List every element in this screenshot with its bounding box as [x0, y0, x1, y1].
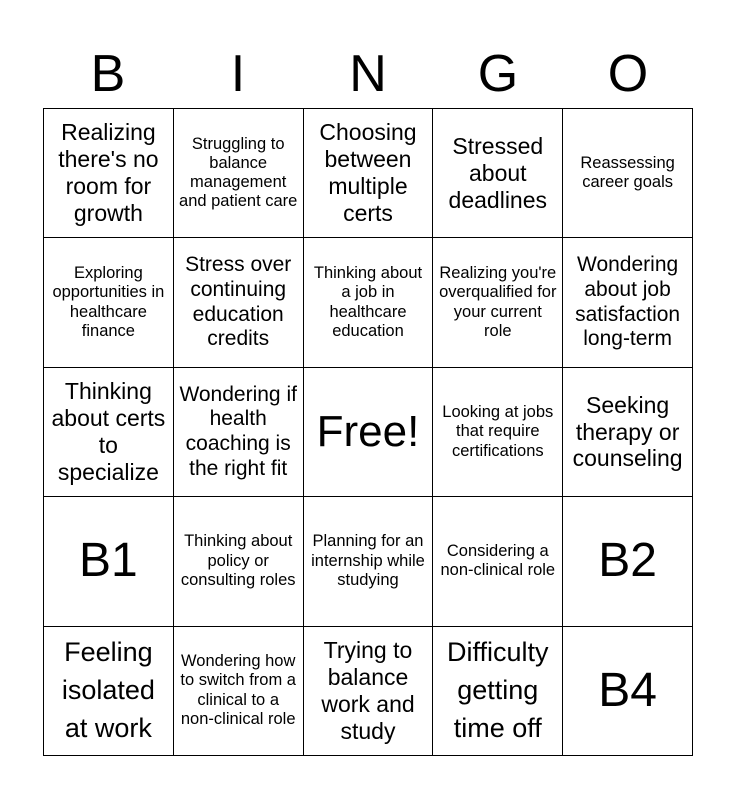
bingo-cell[interactable]: Feeling isolated at work	[44, 627, 174, 756]
bingo-header	[43, 40, 693, 108]
bingo-cell[interactable]: Realizing there's no room for growth	[44, 109, 174, 238]
header-letter-b: B	[90, 45, 126, 103]
bingo-cell[interactable]: Stress over continuing education credits	[174, 238, 304, 367]
header-letter-g: G	[477, 45, 519, 103]
header-letter-o: O	[607, 45, 649, 103]
bingo-cell[interactable]: Realizing you're overqualified for your current role	[433, 238, 563, 367]
bingo-cell[interactable]: Trying to balance work and study	[304, 627, 434, 756]
header-letter-n: N	[349, 45, 387, 103]
bingo-cell[interactable]: Thinking about certs to specialize	[44, 368, 174, 497]
bingo-cell[interactable]: Struggling to balance management and patient care	[174, 109, 304, 238]
bingo-cell[interactable]: Wondering if health coaching is the right fit	[174, 368, 304, 497]
header-letter-i: I	[230, 45, 246, 103]
bingo-cell[interactable]: Thinking about policy or consulting roles	[174, 497, 304, 626]
bingo-grid	[43, 108, 693, 756]
bingo-cell[interactable]: B1	[44, 497, 174, 626]
free-space: Free!	[304, 368, 434, 497]
bingo-cell[interactable]: Considering a non-clinical role	[433, 497, 563, 626]
bingo-cell[interactable]: Exploring opportunities in healthcare finance	[44, 238, 174, 367]
bingo-cell[interactable]: Wondering about job satisfaction long-term	[563, 238, 693, 367]
bingo-cell[interactable]: Seeking therapy or counseling	[563, 368, 693, 497]
bingo-cell[interactable]: Looking at jobs that require certifications	[433, 368, 563, 497]
bingo-cell[interactable]: Stressed about deadlines	[433, 109, 563, 238]
bingo-cell[interactable]: B2	[563, 497, 693, 626]
bingo-cell[interactable]: Difficulty getting time off	[433, 627, 563, 756]
bingo-cell[interactable]: Choosing between multiple certs	[304, 109, 434, 238]
bingo-cell[interactable]: Reassessing career goals	[563, 109, 693, 238]
bingo-cell[interactable]: Planning for an internship while studying	[304, 497, 434, 626]
bingo-cell[interactable]: Thinking about a job in healthcare education	[304, 238, 434, 367]
bingo-cell[interactable]: Wondering how to switch from a clinical to a non-clinical role	[174, 627, 304, 756]
bingo-cell[interactable]: B4	[563, 627, 693, 756]
